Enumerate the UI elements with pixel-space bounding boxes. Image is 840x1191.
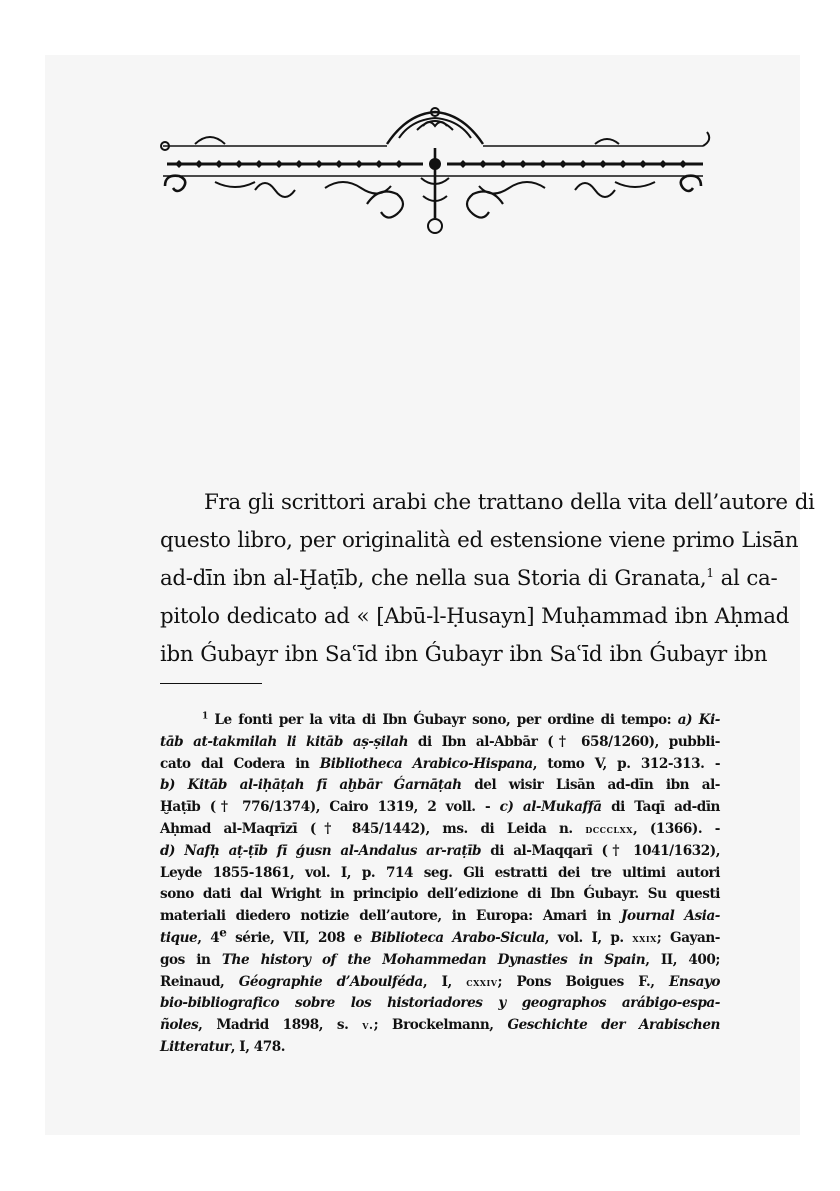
footnote-text: di Ibn al-Abbār († 658/1260), pubbli-: [408, 733, 720, 750]
footnote-title: Journal Asia-: [621, 908, 720, 925]
footnote-text: materiali diedero notizie dell’autore, in Europa: Amari in: [160, 908, 622, 925]
footnote-text: di Taqī ad-dīn: [601, 799, 720, 816]
footnote-text: , I,: [422, 973, 467, 990]
body-line-4: pitolo dedicato ad « [Abū-l-Ḥusayn] Muḥammad ibn Aḥmad: [160, 604, 789, 629]
footnote-text: , Madrid 1898, s.: [198, 1017, 363, 1034]
footnote-numeral: xxix: [632, 930, 657, 945]
body-line-3-tail: al ca-: [713, 566, 778, 591]
footnote: [160, 710, 720, 1059]
footnote-line: [160, 1015, 720, 1037]
footnote-title: d) Nafḥ aṭ-ṭīb fī ǵusn al-Andalus ar-raṭīb: [160, 842, 482, 859]
footnote-title: The history of the Mohammedan Dynasties in Spain: [221, 951, 646, 968]
footnote-separator: [160, 683, 262, 684]
footnote-text: Ḫaṭīb († 776/1374), Cairo 1319, 2 voll. -: [160, 799, 500, 816]
footnote-text: ; Gayan-: [656, 929, 720, 946]
footnote-title: Ensayo: [669, 973, 720, 990]
decorative-headpiece-ornament: [155, 100, 715, 240]
footnote-line: [160, 1037, 720, 1059]
footnote-numeral: cxxiv: [466, 974, 498, 989]
footnote-numeral: dccclxx: [585, 821, 633, 836]
footnote-line: [160, 797, 720, 819]
footnote-title: c) al-Mukaffā: [499, 799, 602, 816]
footnote-text: del wisir Lisān ad-dīn ibn al-: [461, 777, 720, 794]
footnote-text: , tomo V, p. 312-313. -: [532, 755, 721, 772]
footnote-title: tique: [160, 929, 198, 946]
body-line-2: questo libro, per originalità ed estensione viene primo Lisān: [160, 528, 799, 553]
footnote-line: [160, 950, 720, 972]
footnote-title: Biblioteca Arabo-Sicula: [370, 929, 545, 946]
footnote-title: bio-bibliografico sobre los historiadores y geographos arábigo-espa-: [160, 995, 720, 1012]
footnote-title: b) Kitāb al-iḥāṭah fī aḫbār Ǵarnāṭah: [160, 777, 462, 794]
footnote-line: [160, 906, 720, 928]
footnote-line: [160, 925, 720, 950]
footnote-text: Reinaud,: [160, 973, 239, 990]
footnote-line: [160, 754, 720, 776]
footnote-line: [160, 972, 720, 994]
footnote-text: Aḥmad al-Maqrīzī († 845/1442), ms. di Leida n.: [160, 820, 586, 837]
footnote-text: , vol. I, p.: [544, 929, 633, 946]
footnote-title: tāb at-takmilah li kitāb aṣ-ṣilah: [160, 733, 409, 750]
footnote-reference[interactable]: 1: [706, 565, 714, 580]
footnote-text: , I, 478.: [230, 1038, 286, 1055]
footnote-title: Geschichte der Arabischen: [507, 1017, 720, 1034]
footnote-line: [160, 710, 720, 732]
footnote-text: ; Brockelmann,: [373, 1017, 508, 1034]
footnote-line: [160, 993, 720, 1015]
footnote-line: [160, 819, 720, 841]
footnote-text: cato dal Codera in: [160, 755, 320, 772]
body-line-1: Fra gli scrittori arabi che trattano della vita dell’autore di: [204, 490, 815, 515]
footnote-superscript: e: [219, 925, 227, 940]
footnote-line: [160, 732, 720, 754]
footnote-marker: 1: [202, 711, 208, 722]
footnote-title: a) Ki-: [671, 712, 720, 728]
body-line-3: [160, 560, 778, 598]
footnote-text: , 4: [197, 929, 220, 946]
footnote-line: Leyde 1855-1861, vol. I, p. 714 seg. Gli estratti dei tre ultimi autori: [160, 864, 720, 881]
footnote-text: , II, 400;: [645, 951, 721, 968]
footnote-numeral: v.: [362, 1018, 374, 1033]
footnote-text: Le fonti per la vita di Ibn Ǵubayr sono, per ordine di tempo:: [214, 712, 672, 728]
footnote-line: [160, 841, 720, 863]
body-line-5: ibn Ǵubayr ibn Saʿīd ibn Ǵubayr ibn Saʿīd ibn Ǵubayr ibn: [160, 642, 768, 667]
footnote-text: ; Pons Boigues F.,: [497, 973, 670, 990]
footnote-line: [160, 775, 720, 797]
footnote-title: Géographie d’Aboulféda: [238, 973, 423, 990]
footnote-text: gos in: [160, 951, 222, 968]
body-paragraph: [160, 484, 815, 674]
footnote-text: , (1366). -: [632, 820, 720, 837]
footnote-text: série, VII, 208 e: [226, 929, 371, 946]
footnote-text: di al-Maqqarī († 1041/1632),: [481, 842, 720, 859]
footnote-title: Bibliotheca Arabico-Hispana: [319, 755, 533, 772]
footnote-title: Litteratur: [160, 1038, 231, 1055]
footnote-title: ñoles: [160, 1017, 199, 1034]
body-line-3-text: ad-dīn ibn al-Ḫaṭīb, che nella sua Storia di Granata,: [160, 566, 707, 591]
footnote-line: sono dati dal Wright in principio dell’edizione di Ibn Ǵubayr. Su questi: [160, 886, 720, 903]
